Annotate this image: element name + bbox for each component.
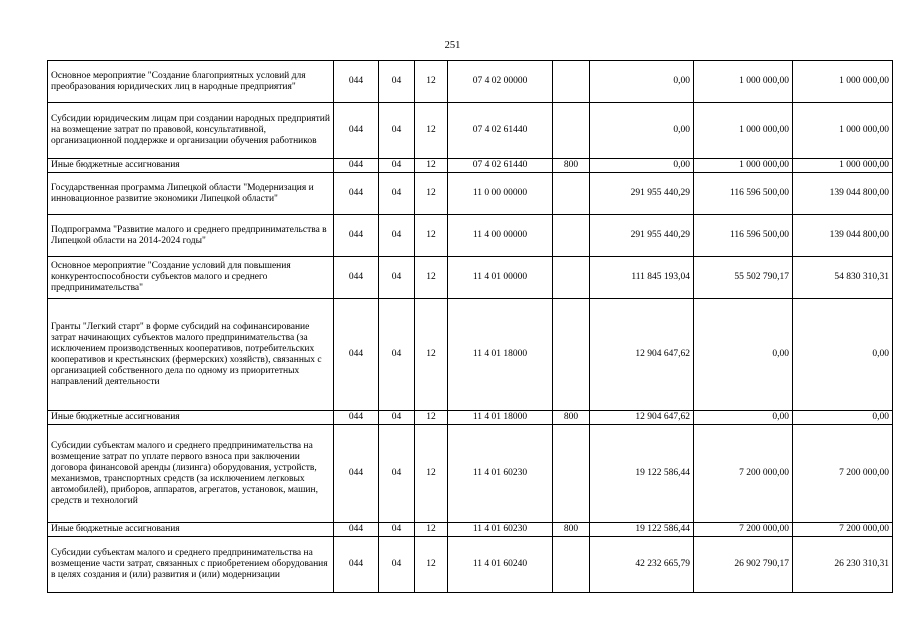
amount-year1-cell: 291 955 440,29 xyxy=(590,173,694,215)
table-row xyxy=(48,411,893,425)
row-name-cell: Подпрограмма "Развитие малого и среднего предпринимательства в Липецкой области на 2014-2024 годы" xyxy=(48,215,334,257)
ministry-code-cell: 044 xyxy=(334,411,379,425)
row-name-cell: Государственная программа Липецкой области "Модернизация и инновационное развитие экономики Липецкой области" xyxy=(48,173,334,215)
table-row xyxy=(48,61,893,103)
expense-type-cell: 800 xyxy=(553,523,590,537)
expense-type-cell xyxy=(553,215,590,257)
row-name-cell: Основное мероприятие "Создание условий для повышения конкурентоспособности субъектов малого и среднего предпринимательства" xyxy=(48,257,334,299)
budget-table xyxy=(47,60,893,593)
amount-year3-cell: 7 200 000,00 xyxy=(793,523,893,537)
table-row xyxy=(48,215,893,257)
section-code-cell: 04 xyxy=(379,173,415,215)
row-name-cell: Субсидии субъектам малого и среднего предпринимательства на возмещение затрат по уплате первого взноса при заключении договора финансовой аренды (лизинга) оборудования, устройств, механизмов, транспортных средств (за исключением легковых автомобилей), приборов, аппаратов, агрегатов, установок, машин, средств и технологий xyxy=(48,425,334,523)
expense-type-cell xyxy=(553,173,590,215)
amount-year2-cell: 1 000 000,00 xyxy=(694,159,793,173)
ministry-code-cell: 044 xyxy=(334,61,379,103)
target-article-cell: 11 0 00 00000 xyxy=(448,173,553,215)
amount-year2-cell: 0,00 xyxy=(694,411,793,425)
subsection-code-cell: 12 xyxy=(415,523,448,537)
amount-year1-cell: 111 845 193,04 xyxy=(590,257,694,299)
amount-year1-cell: 0,00 xyxy=(590,103,694,159)
subsection-code-cell: 12 xyxy=(415,425,448,523)
ministry-code-cell: 044 xyxy=(334,159,379,173)
target-article-cell: 11 4 01 18000 xyxy=(448,299,553,411)
amount-year3-cell: 26 230 310,31 xyxy=(793,537,893,593)
amount-year2-cell: 55 502 790,17 xyxy=(694,257,793,299)
expense-type-cell xyxy=(553,103,590,159)
section-code-cell: 04 xyxy=(379,299,415,411)
amount-year1-cell: 19 122 586,44 xyxy=(590,523,694,537)
expense-type-cell xyxy=(553,425,590,523)
section-code-cell: 04 xyxy=(379,215,415,257)
amount-year2-cell: 116 596 500,00 xyxy=(694,173,793,215)
section-code-cell: 04 xyxy=(379,159,415,173)
expense-type-cell: 800 xyxy=(553,411,590,425)
amount-year1-cell: 19 122 586,44 xyxy=(590,425,694,523)
target-article-cell: 07 4 02 00000 xyxy=(448,61,553,103)
subsection-code-cell: 12 xyxy=(415,411,448,425)
target-article-cell: 11 4 01 60230 xyxy=(448,523,553,537)
target-article-cell: 07 4 02 61440 xyxy=(448,159,553,173)
table-row xyxy=(48,103,893,159)
subsection-code-cell: 12 xyxy=(415,103,448,159)
ministry-code-cell: 044 xyxy=(334,257,379,299)
section-code-cell: 04 xyxy=(379,103,415,159)
subsection-code-cell: 12 xyxy=(415,257,448,299)
table-row xyxy=(48,523,893,537)
amount-year3-cell: 139 044 800,00 xyxy=(793,173,893,215)
amount-year3-cell: 1 000 000,00 xyxy=(793,159,893,173)
subsection-code-cell: 12 xyxy=(415,299,448,411)
section-code-cell: 04 xyxy=(379,537,415,593)
amount-year2-cell: 7 200 000,00 xyxy=(694,425,793,523)
subsection-code-cell: 12 xyxy=(415,61,448,103)
amount-year1-cell: 12 904 647,62 xyxy=(590,299,694,411)
amount-year2-cell: 7 200 000,00 xyxy=(694,523,793,537)
amount-year1-cell: 0,00 xyxy=(590,159,694,173)
row-name-cell: Гранты "Легкий старт" в форме субсидий на софинансирование затрат начинающих субъектов малого предпринимательства (за исключением производственных кооперативов, потребительских кооперативов и крестьянских (фермерских) хозяйств), связанных с организацией собственного дела по одному из приоритетных направлений деятельности xyxy=(48,299,334,411)
amount-year3-cell: 7 200 000,00 xyxy=(793,425,893,523)
amount-year2-cell: 116 596 500,00 xyxy=(694,215,793,257)
row-name-cell: Субсидии субъектам малого и среднего предпринимательства на возмещение части затрат, связанных с приобретением оборудования в целях создания и (или) развития и (или) модернизации xyxy=(48,537,334,593)
section-code-cell: 04 xyxy=(379,257,415,299)
amount-year2-cell: 0,00 xyxy=(694,299,793,411)
amount-year1-cell: 0,00 xyxy=(590,61,694,103)
subsection-code-cell: 12 xyxy=(415,159,448,173)
ministry-code-cell: 044 xyxy=(334,173,379,215)
row-name-cell: Субсидии юридическим лицам при создании народных предприятий на возмещение затрат по правовой, консультативной, организационной поддержке и организации обучения работников xyxy=(48,103,334,159)
target-article-cell: 11 4 01 00000 xyxy=(448,257,553,299)
ministry-code-cell: 044 xyxy=(334,299,379,411)
target-article-cell: 07 4 02 61440 xyxy=(448,103,553,159)
amount-year2-cell: 26 902 790,17 xyxy=(694,537,793,593)
section-code-cell: 04 xyxy=(379,411,415,425)
amount-year3-cell: 0,00 xyxy=(793,299,893,411)
target-article-cell: 11 4 00 00000 xyxy=(448,215,553,257)
target-article-cell: 11 4 01 18000 xyxy=(448,411,553,425)
row-name-cell: Иные бюджетные ассигнования xyxy=(48,523,334,537)
page-number: 251 xyxy=(444,40,461,51)
target-article-cell: 11 4 01 60240 xyxy=(448,537,553,593)
subsection-code-cell: 12 xyxy=(415,215,448,257)
amount-year1-cell: 12 904 647,62 xyxy=(590,411,694,425)
ministry-code-cell: 044 xyxy=(334,425,379,523)
expense-type-cell xyxy=(553,299,590,411)
table-row xyxy=(48,425,893,523)
expense-type-cell xyxy=(553,537,590,593)
subsection-code-cell: 12 xyxy=(415,173,448,215)
amount-year3-cell: 1 000 000,00 xyxy=(793,61,893,103)
amount-year2-cell: 1 000 000,00 xyxy=(694,61,793,103)
ministry-code-cell: 044 xyxy=(334,523,379,537)
amount-year3-cell: 54 830 310,31 xyxy=(793,257,893,299)
section-code-cell: 04 xyxy=(379,523,415,537)
table-row xyxy=(48,159,893,173)
expense-type-cell: 800 xyxy=(553,159,590,173)
table-row xyxy=(48,257,893,299)
amount-year3-cell: 0,00 xyxy=(793,411,893,425)
row-name-cell: Основное мероприятие "Создание благоприятных условий для преобразования юридических лиц в народные предприятия" xyxy=(48,61,334,103)
row-name-cell: Иные бюджетные ассигнования xyxy=(48,159,334,173)
ministry-code-cell: 044 xyxy=(334,103,379,159)
section-code-cell: 04 xyxy=(379,425,415,523)
section-code-cell: 04 xyxy=(379,61,415,103)
amount-year1-cell: 42 232 665,79 xyxy=(590,537,694,593)
ministry-code-cell: 044 xyxy=(334,215,379,257)
ministry-code-cell: 044 xyxy=(334,537,379,593)
amount-year1-cell: 291 955 440,29 xyxy=(590,215,694,257)
expense-type-cell xyxy=(553,61,590,103)
amount-year2-cell: 1 000 000,00 xyxy=(694,103,793,159)
table-row xyxy=(48,173,893,215)
amount-year3-cell: 1 000 000,00 xyxy=(793,103,893,159)
row-name-cell: Иные бюджетные ассигнования xyxy=(48,411,334,425)
expense-type-cell xyxy=(553,257,590,299)
target-article-cell: 11 4 01 60230 xyxy=(448,425,553,523)
amount-year3-cell: 139 044 800,00 xyxy=(793,215,893,257)
table-row xyxy=(48,299,893,411)
subsection-code-cell: 12 xyxy=(415,537,448,593)
table-row xyxy=(48,537,893,593)
